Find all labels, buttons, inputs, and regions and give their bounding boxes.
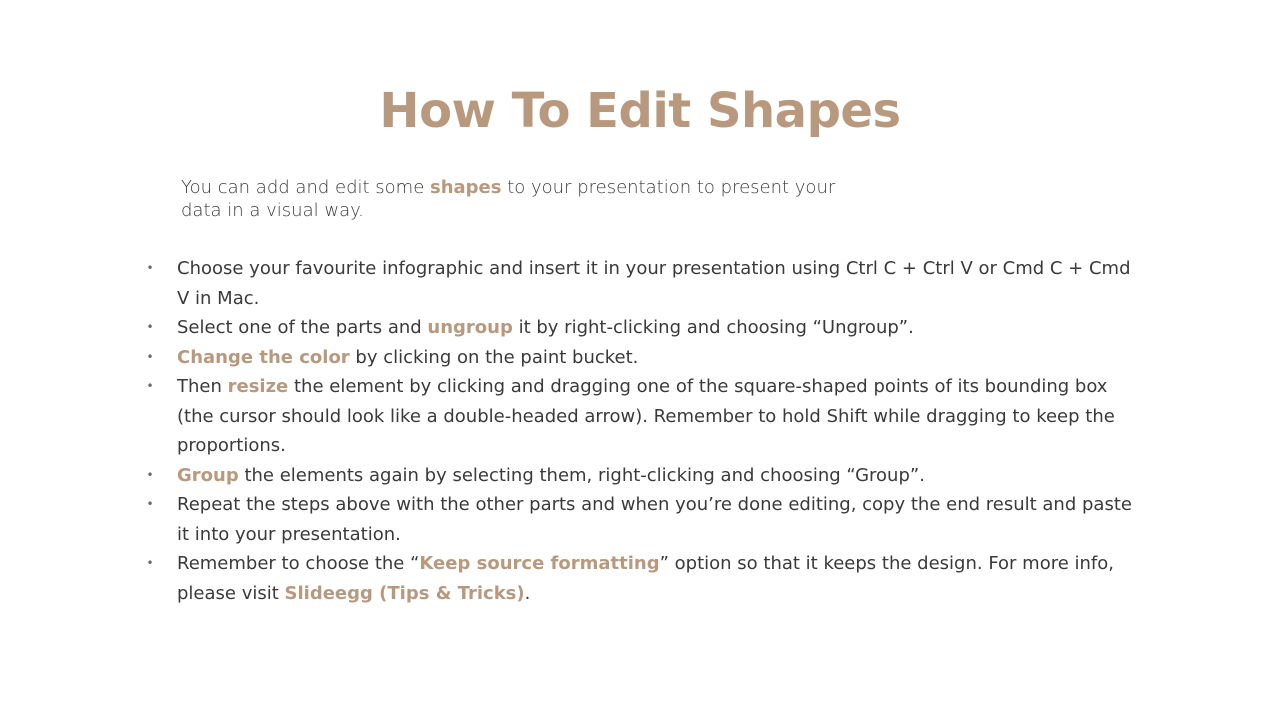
bullet-text: Then [177, 376, 228, 397]
list-item [145, 372, 1145, 461]
intro-text-end: to your presentation to present your data in a visual way. [181, 177, 836, 221]
bullet-icon: • [146, 320, 154, 334]
list-item [145, 461, 1145, 491]
bullet-text: by clicking on the paint bucket. [349, 346, 639, 368]
list-item [145, 549, 1145, 608]
intro-paragraph [181, 176, 841, 222]
highlight-resize: resize [227, 376, 289, 397]
list-item [145, 343, 1145, 373]
slideegg-tips-link[interactable]: Slideegg (Tips & Tricks) [284, 582, 525, 604]
bullet-text: Remember to choose the “ [177, 553, 420, 574]
bullet-text: Choose your favourite infographic and insert it in your presentation using Ctrl C + Ctrl V or Cmd C + Cmd V in Mac. [177, 258, 1131, 309]
bullet-text: the element by clicking and dragging one of the square-shaped points of its bounding box (the cursor should look like a double-headed arrow). Remember to hold Shift while dragging to keep the proportions. [177, 376, 1115, 456]
bullet-icon: • [146, 379, 154, 393]
bullet-text: Select one of the parts and [177, 317, 428, 338]
highlight-change-color: Change the color [177, 346, 350, 368]
intro-highlight-shapes: shapes [430, 177, 502, 198]
list-item [145, 254, 1145, 313]
bullet-text: . [524, 582, 531, 604]
bullet-text: it by right-clicking and choosing “Ungroup”. [512, 317, 914, 338]
bullet-text: the elements again by selecting them, right-clicking and choosing “Group”. [238, 464, 925, 486]
bullet-icon: • [146, 261, 154, 275]
bullet-text: ” option so that it keeps the design. For more info, please visit [177, 553, 1114, 604]
bullet-text: Repeat the steps above with the other parts and when you’re done editing, copy the end result and paste it into your presentation. [177, 494, 1132, 545]
list-item [145, 313, 1145, 343]
highlight-keep-source-formatting: Keep source formatting [419, 553, 660, 574]
bullet-icon: • [146, 497, 154, 511]
bullet-icon: • [146, 467, 154, 482]
intro-text-start: You can add and edit some [181, 177, 430, 198]
instruction-list [145, 254, 1145, 608]
highlight-ungroup: ungroup [427, 317, 513, 338]
highlight-group: Group [177, 464, 239, 486]
slide-title: How To Edit Shapes [379, 83, 901, 139]
bullet-icon: • [146, 349, 154, 364]
bullet-icon: • [146, 556, 154, 570]
list-item [145, 490, 1145, 549]
